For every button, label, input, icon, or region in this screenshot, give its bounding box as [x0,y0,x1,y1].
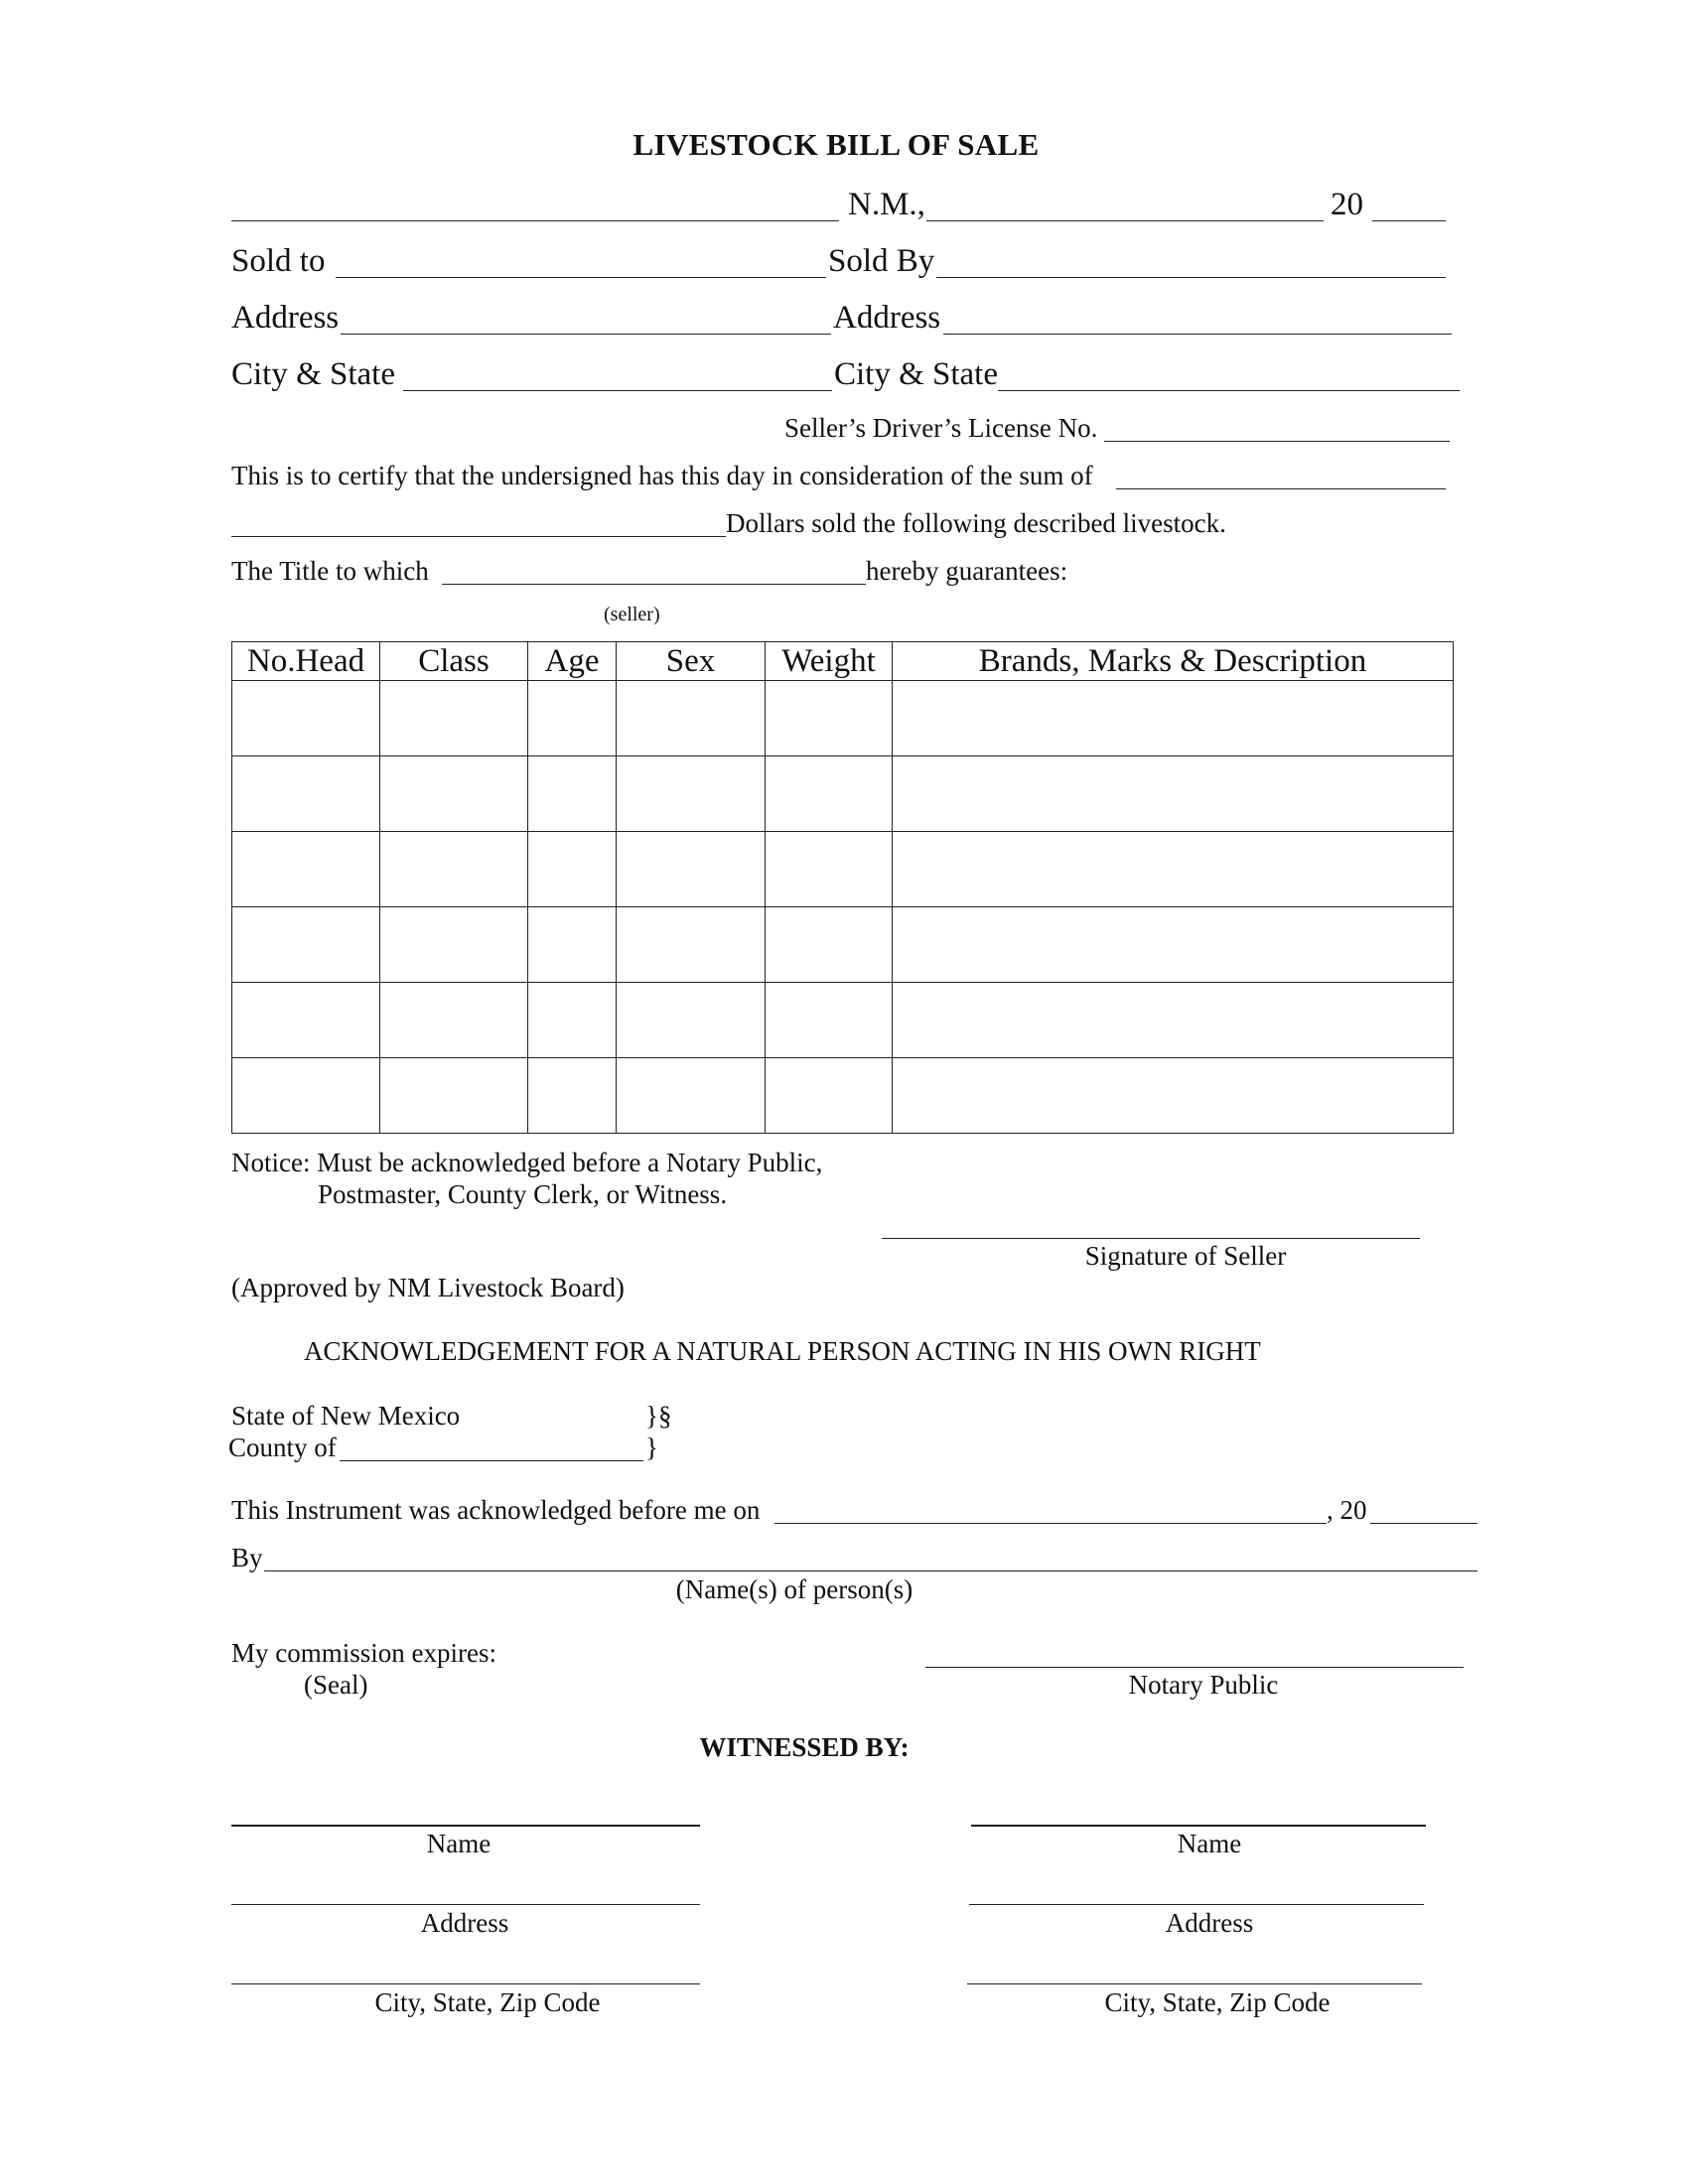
buyer-city-state-label: City & State [231,356,395,392]
cell-no-head[interactable] [232,756,380,832]
sum-line[interactable] [1116,488,1446,489]
state-of: State of New Mexico [231,1401,461,1431]
cell-age[interactable] [528,681,617,756]
cell-brands[interactable] [893,681,1454,756]
column-header-brands: Brands, Marks & Description [893,642,1454,681]
cell-sex[interactable] [617,832,766,907]
instrument-year: , 20 [1327,1495,1367,1525]
signature-of-seller-label: Signature of Seller [1084,1241,1287,1271]
cell-brands[interactable] [893,907,1454,983]
cell-weight[interactable] [766,756,893,832]
cell-sex[interactable] [617,907,766,983]
seal-label: (Seal) [304,1670,368,1700]
notary-label: Notary Public [1128,1670,1279,1700]
cell-weight[interactable] [766,832,893,907]
witness-1-name-label: Name [426,1829,492,1858]
witness-2-name-label: Name [1177,1829,1242,1858]
cell-brands[interactable] [893,1058,1454,1134]
form-title: LIVESTOCK BILL OF SALE [633,127,1040,162]
sold-by-line[interactable] [936,277,1446,278]
ack-date-line[interactable] [774,1523,1327,1524]
instrument-text: This Instrument was acknowledged before me on [231,1495,761,1525]
cell-age[interactable] [528,1058,617,1134]
seller-signature-line[interactable] [882,1238,1420,1239]
year-prefix: 20 [1331,187,1363,222]
county-line[interactable] [340,1460,643,1461]
witness-2-name-line[interactable] [971,1825,1426,1827]
cell-sex[interactable] [617,983,766,1058]
cell-weight[interactable] [766,681,893,756]
cell-class[interactable] [380,1058,528,1134]
cell-age[interactable] [528,907,617,983]
witness-1-city-line[interactable] [231,1983,700,1984]
witness-1-name-line[interactable] [231,1825,700,1827]
cell-weight[interactable] [766,983,893,1058]
table-header-row [232,642,1454,681]
by-names-line[interactable] [264,1570,1477,1571]
year-line[interactable] [1372,220,1446,221]
seller-address-label: Address [833,300,941,336]
commission-label: My commission expires: [231,1638,496,1668]
cell-brands[interactable] [893,832,1454,907]
dollars-text: Dollars sold the following described livestock. [726,508,1226,538]
cell-class[interactable] [380,756,528,832]
column-header-age: Age [528,642,617,681]
witness-2-address-line[interactable] [969,1904,1424,1905]
seller-city-state-line[interactable] [998,390,1460,391]
witness-2-city-line[interactable] [967,1983,1422,1984]
column-header-sex: Sex [617,642,766,681]
certify-text: This is to certify that the undersigned has this day in consideration of the sum of [231,461,1093,490]
table-row [232,907,1454,983]
sold-to-line[interactable] [336,277,826,278]
cell-weight[interactable] [766,1058,893,1134]
title-text-post: hereby guarantees: [866,556,1068,586]
buyer-address-label: Address [231,300,340,336]
cell-class[interactable] [380,832,528,907]
cell-no-head[interactable] [232,1058,380,1134]
seller-name-line[interactable] [442,584,866,585]
notary-signature-line[interactable] [925,1667,1464,1668]
notice-line-1: Notice: Must be acknowledged before a Notary Public, [231,1148,823,1177]
names-caption: (Name(s) of person(s) [675,1574,914,1604]
cell-age[interactable] [528,983,617,1058]
dollars-line[interactable] [231,536,726,537]
cell-no-head[interactable] [232,983,380,1058]
county-brace: } [645,1433,658,1462]
location-line[interactable] [231,220,839,221]
cell-class[interactable] [380,907,528,983]
cell-age[interactable] [528,756,617,832]
witness-2-address-label: Address [1165,1908,1254,1938]
witness-2-city-label: City, State, Zip Code [1104,1987,1331,2017]
column-header-class: Class [380,642,528,681]
ack-year-line[interactable] [1370,1523,1477,1524]
livestock-table [231,641,1454,1134]
cell-age[interactable] [528,832,617,907]
seller-caption: (seller) [604,604,660,625]
seller-city-state-label: City & State [834,356,998,392]
approved-by: (Approved by NM Livestock Board) [231,1273,625,1302]
column-header-weight: Weight [766,642,893,681]
sold-to-label: Sold to [231,243,326,279]
table-row [232,1058,1454,1134]
state-brace: }§ [645,1401,672,1431]
witnessed-by-heading: WITNESSED BY: [699,1732,910,1762]
county-of-label: County of [228,1433,337,1462]
column-header-no-head: No.Head [232,642,380,681]
cell-no-head[interactable] [232,907,380,983]
date-line[interactable] [926,220,1324,221]
table-row [232,983,1454,1058]
witness-1-city-label: City, State, Zip Code [374,1987,601,2017]
witness-1-address-line[interactable] [231,1904,700,1905]
buyer-city-state-line[interactable] [403,390,832,391]
by-label: By [231,1543,263,1572]
license-label: Seller’s Driver’s License No. [784,413,1098,443]
table-row [232,832,1454,907]
cell-weight[interactable] [766,907,893,983]
state-abbr: N.M., [848,187,925,222]
ack-heading: ACKNOWLEDGEMENT FOR A NATURAL PERSON ACTING IN HIS OWN RIGHT [304,1336,1261,1366]
table-row [232,681,1454,756]
cell-brands[interactable] [893,983,1454,1058]
notice-line-2: Postmaster, County Clerk, or Witness. [318,1179,728,1209]
cell-sex[interactable] [617,1058,766,1134]
cell-no-head[interactable] [232,832,380,907]
buyer-address-line[interactable] [341,334,831,335]
sold-by-label: Sold By [828,243,935,279]
cell-no-head[interactable] [232,681,380,756]
witness-1-address-label: Address [420,1908,509,1938]
cell-class[interactable] [380,983,528,1058]
cell-sex[interactable] [617,681,766,756]
cell-brands[interactable] [893,756,1454,832]
table-row [232,756,1454,832]
cell-class[interactable] [380,681,528,756]
title-text-pre: The Title to which [231,556,429,586]
seller-address-line[interactable] [943,334,1452,335]
cell-sex[interactable] [617,756,766,832]
license-line[interactable] [1104,441,1450,442]
